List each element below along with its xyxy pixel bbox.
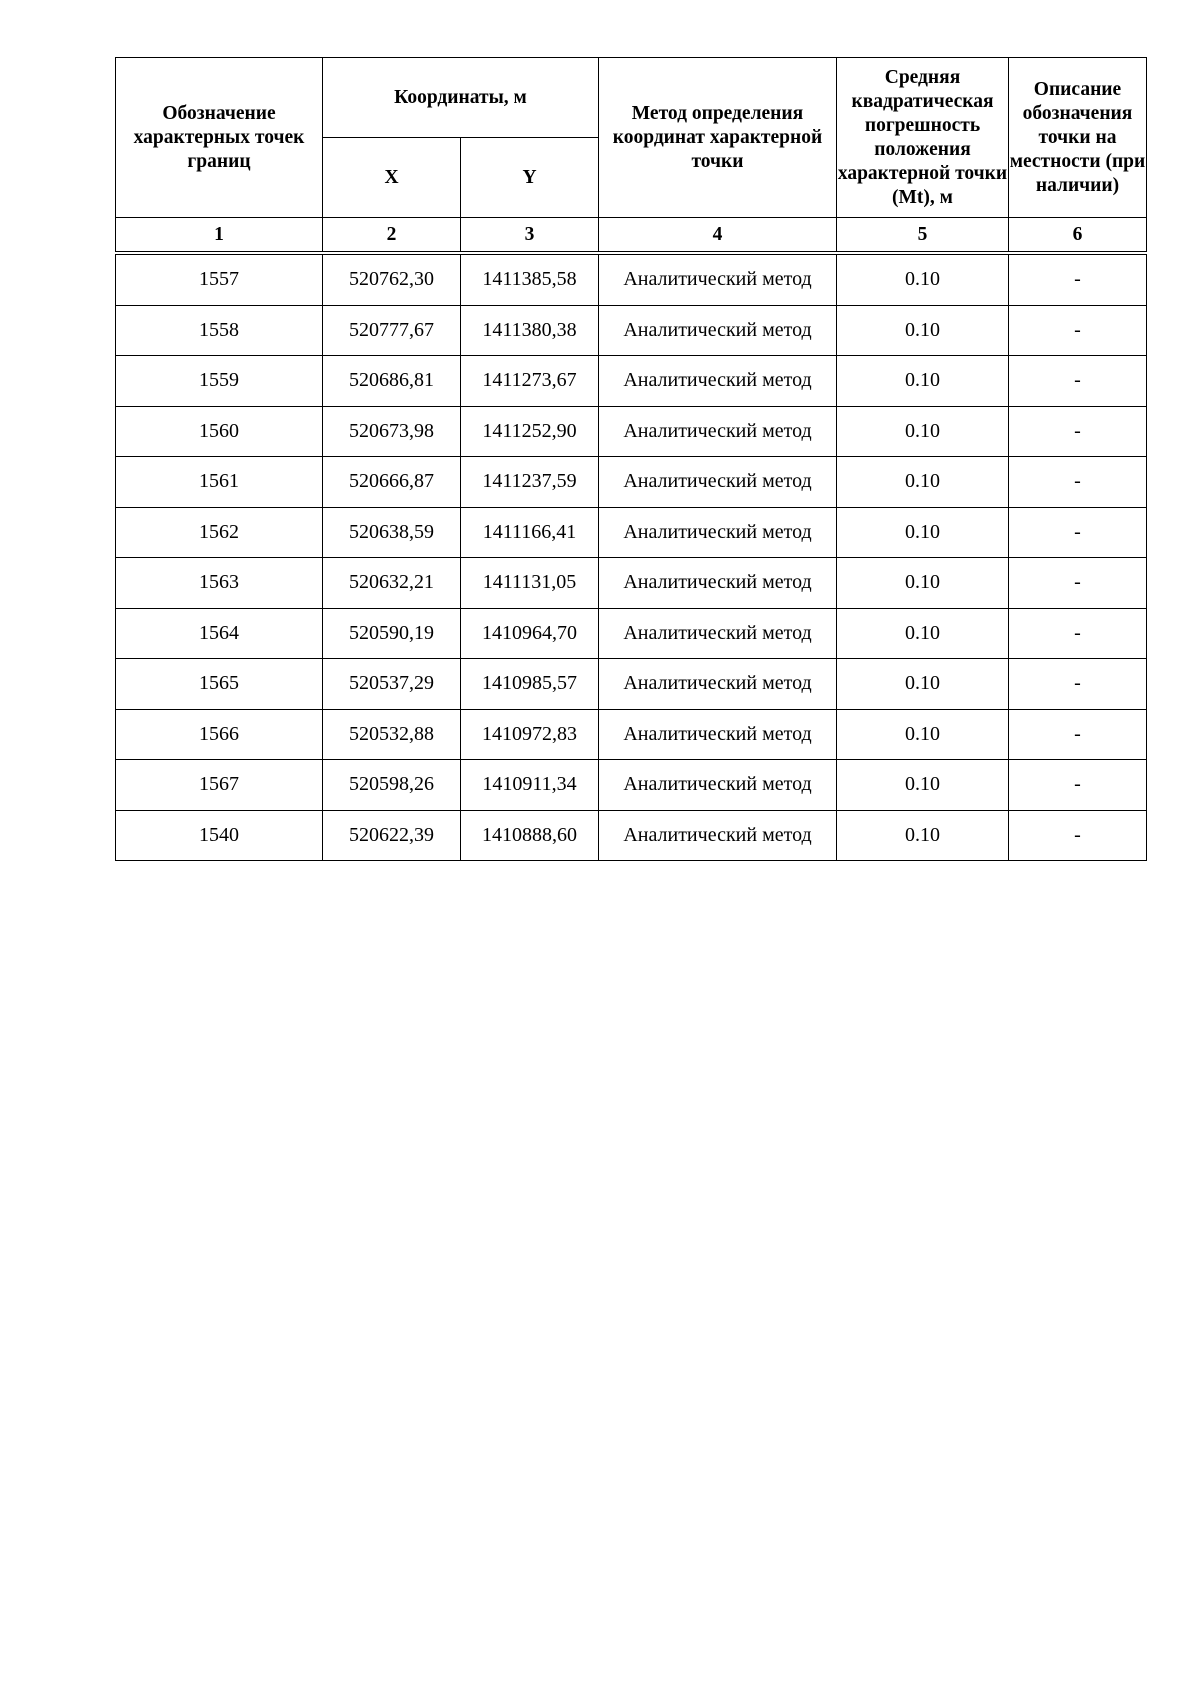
cell-point: 1560 [116, 406, 323, 457]
header-method: Метод определения координат характерной точки [599, 58, 837, 218]
cell-method: Аналитический метод [599, 760, 837, 811]
cell-method: Аналитический метод [599, 507, 837, 558]
cell-x: 520532,88 [323, 709, 461, 760]
coordinates-table-body [115, 254, 1147, 861]
cell-mean-error: 0.10 [837, 457, 1009, 508]
table-row [116, 507, 1147, 558]
cell-y: 1411237,59 [461, 457, 599, 508]
cell-x: 520762,30 [323, 255, 461, 306]
table-row [116, 709, 1147, 760]
column-number: 5 [837, 218, 1009, 252]
cell-mean-error: 0.10 [837, 810, 1009, 861]
cell-y: 1410985,57 [461, 659, 599, 710]
cell-description: - [1009, 406, 1147, 457]
table-row [116, 406, 1147, 457]
cell-method: Аналитический метод [599, 709, 837, 760]
cell-method: Аналитический метод [599, 558, 837, 609]
cell-description: - [1009, 760, 1147, 811]
cell-mean-error: 0.10 [837, 507, 1009, 558]
cell-description: - [1009, 255, 1147, 306]
cell-mean-error: 0.10 [837, 406, 1009, 457]
cell-y: 1411273,67 [461, 356, 599, 407]
cell-method: Аналитический метод [599, 406, 837, 457]
table-row [116, 457, 1147, 508]
cell-method: Аналитический метод [599, 659, 837, 710]
cell-method: Аналитический метод [599, 305, 837, 356]
table-row [116, 558, 1147, 609]
header-point-designation: Обозначение характерных точек границ [116, 58, 323, 218]
cell-mean-error: 0.10 [837, 760, 1009, 811]
cell-x: 520638,59 [323, 507, 461, 558]
cell-x: 520666,87 [323, 457, 461, 508]
cell-point: 1565 [116, 659, 323, 710]
cell-method: Аналитический метод [599, 608, 837, 659]
cell-point: 1567 [116, 760, 323, 811]
cell-x: 520537,29 [323, 659, 461, 710]
cell-point: 1561 [116, 457, 323, 508]
cell-y: 1410888,60 [461, 810, 599, 861]
cell-mean-error: 0.10 [837, 255, 1009, 306]
cell-method: Аналитический метод [599, 356, 837, 407]
cell-description: - [1009, 659, 1147, 710]
cell-y: 1411166,41 [461, 507, 599, 558]
cell-x: 520632,21 [323, 558, 461, 609]
cell-point: 1563 [116, 558, 323, 609]
cell-point: 1559 [116, 356, 323, 407]
column-number: 1 [116, 218, 323, 252]
cell-y: 1411380,38 [461, 305, 599, 356]
cell-y: 1411252,90 [461, 406, 599, 457]
cell-y: 1410972,83 [461, 709, 599, 760]
cell-mean-error: 0.10 [837, 305, 1009, 356]
coordinates-table-header [115, 57, 1147, 252]
cell-point: 1557 [116, 255, 323, 306]
cell-y: 1411131,05 [461, 558, 599, 609]
cell-description: - [1009, 305, 1147, 356]
cell-point: 1564 [116, 608, 323, 659]
column-number: 3 [461, 218, 599, 252]
table-row [116, 760, 1147, 811]
table-row [116, 608, 1147, 659]
cell-description: - [1009, 457, 1147, 508]
header-description: Описание обозначения точки на местности (при наличии) [1009, 58, 1147, 218]
cell-x: 520777,67 [323, 305, 461, 356]
cell-description: - [1009, 558, 1147, 609]
cell-x: 520598,26 [323, 760, 461, 811]
cell-method: Аналитический метод [599, 810, 837, 861]
cell-description: - [1009, 810, 1147, 861]
cell-method: Аналитический метод [599, 457, 837, 508]
table-row [116, 810, 1147, 861]
cell-point: 1562 [116, 507, 323, 558]
cell-method: Аналитический метод [599, 255, 837, 306]
column-number: 2 [323, 218, 461, 252]
header-x: X [323, 138, 461, 218]
cell-x: 520622,39 [323, 810, 461, 861]
cell-x: 520686,81 [323, 356, 461, 407]
table-row [116, 255, 1147, 306]
cell-mean-error: 0.10 [837, 659, 1009, 710]
cell-mean-error: 0.10 [837, 709, 1009, 760]
cell-description: - [1009, 356, 1147, 407]
table-row [116, 659, 1147, 710]
column-number: 4 [599, 218, 837, 252]
column-number: 6 [1009, 218, 1147, 252]
cell-y: 1410911,34 [461, 760, 599, 811]
header-mean-error: Средняя квадратическая погрешность положения характерной точки (Mt), м [837, 58, 1009, 218]
cell-mean-error: 0.10 [837, 608, 1009, 659]
cell-point: 1566 [116, 709, 323, 760]
header-coordinates: Координаты, м [323, 58, 599, 138]
cell-x: 520673,98 [323, 406, 461, 457]
cell-point: 1540 [116, 810, 323, 861]
cell-point: 1558 [116, 305, 323, 356]
cell-mean-error: 0.10 [837, 558, 1009, 609]
table-row [116, 356, 1147, 407]
header-y: Y [461, 138, 599, 218]
cell-y: 1410964,70 [461, 608, 599, 659]
cell-mean-error: 0.10 [837, 356, 1009, 407]
cell-x: 520590,19 [323, 608, 461, 659]
table-row [116, 305, 1147, 356]
cell-description: - [1009, 608, 1147, 659]
cell-y: 1411385,58 [461, 255, 599, 306]
cell-description: - [1009, 507, 1147, 558]
cell-description: - [1009, 709, 1147, 760]
